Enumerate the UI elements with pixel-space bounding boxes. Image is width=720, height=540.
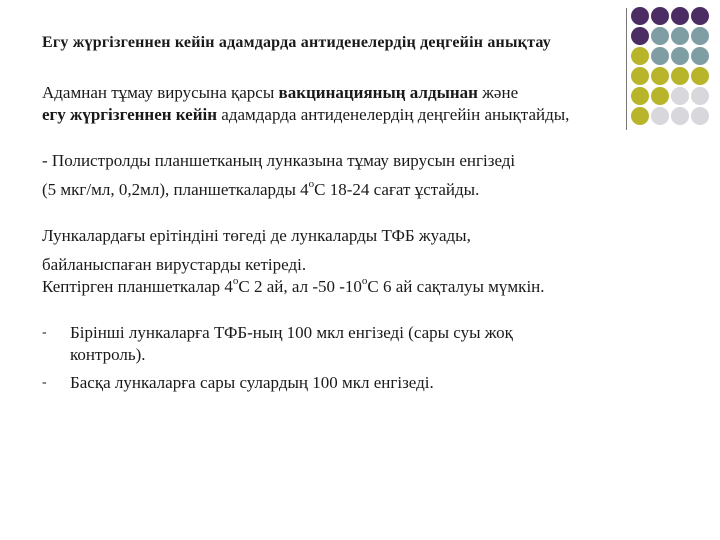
intro-bold-2: егу жүргізгеннен кейін — [42, 105, 218, 124]
storage-text-b: С 2 ай, ал -50 -10 — [238, 277, 362, 296]
intro-text-2: және — [477, 83, 519, 102]
bullet-2-line-1: Басқа лункаларға сары сулардың 100 мкл енгізеді. — [70, 373, 434, 392]
coating-text-b: С 18-24 сағат ұстайды. — [314, 180, 480, 199]
washing-line-3 — [42, 276, 702, 298]
intro-line-1 — [42, 82, 702, 104]
slide-body — [42, 82, 702, 394]
decorative-dot — [691, 47, 709, 65]
decorative-dot — [691, 27, 709, 45]
bullet-dash: - — [42, 375, 47, 390]
washing-line-1: Лункалардағы ерітіндіні төгеді де лункаларды ТФБ жуады, — [42, 226, 471, 245]
list-item — [42, 322, 702, 366]
degree-superscript: о — [308, 178, 315, 191]
slide-title: Егу жүргізгеннен кейін адамдарда антиденелердің деңгейін анықтау — [42, 34, 551, 51]
washing-paragraph — [42, 225, 702, 298]
decorative-dot — [691, 7, 709, 25]
steps-list — [42, 322, 702, 394]
decorative-dot — [651, 27, 669, 45]
list-item — [42, 372, 702, 394]
decorative-dot — [671, 7, 689, 25]
coating-paragraph — [42, 150, 702, 201]
storage-text-c: С 6 ай сақталуы мүмкін. — [367, 277, 545, 296]
intro-paragraph — [42, 82, 702, 126]
coating-text-a: (5 мкг/мл, 0,2мл), планшеткаларды 4 — [42, 180, 309, 199]
intro-text-1: Адамнан тұмау вирусына қарсы — [42, 83, 279, 102]
decorative-dot — [631, 27, 649, 45]
coating-line-2 — [42, 179, 702, 201]
degree-superscript-2: о — [361, 275, 368, 288]
decorative-dot — [671, 47, 689, 65]
intro-line-2 — [42, 104, 702, 126]
storage-text-a: Кептірген планшеткалар 4 — [42, 277, 233, 296]
decorative-dot — [651, 7, 669, 25]
washing-line-2: байланыспаған вирустарды кетіреді. — [42, 255, 307, 274]
decorative-dot — [631, 7, 649, 25]
decorative-dot — [631, 47, 649, 65]
bullet-1-line-1: Бірінші лункаларға ТФБ-ның 100 мкл енгізеді (сары суы жоқ — [70, 323, 513, 342]
decorative-dot — [651, 47, 669, 65]
decorative-dot — [671, 27, 689, 45]
coating-line-1: - Полистролды планшетканың лунказына тұмау вирусын енгізеді — [42, 151, 516, 170]
intro-text-3: адамдарда антиденелердің деңгейін анықтайды, — [217, 105, 570, 124]
degree-superscript-1: о — [232, 275, 239, 288]
intro-bold-1: вакцинацияның алдынан — [278, 83, 478, 102]
bullet-dash: - — [42, 325, 47, 340]
bullet-1-line-2: контроль). — [70, 345, 146, 364]
